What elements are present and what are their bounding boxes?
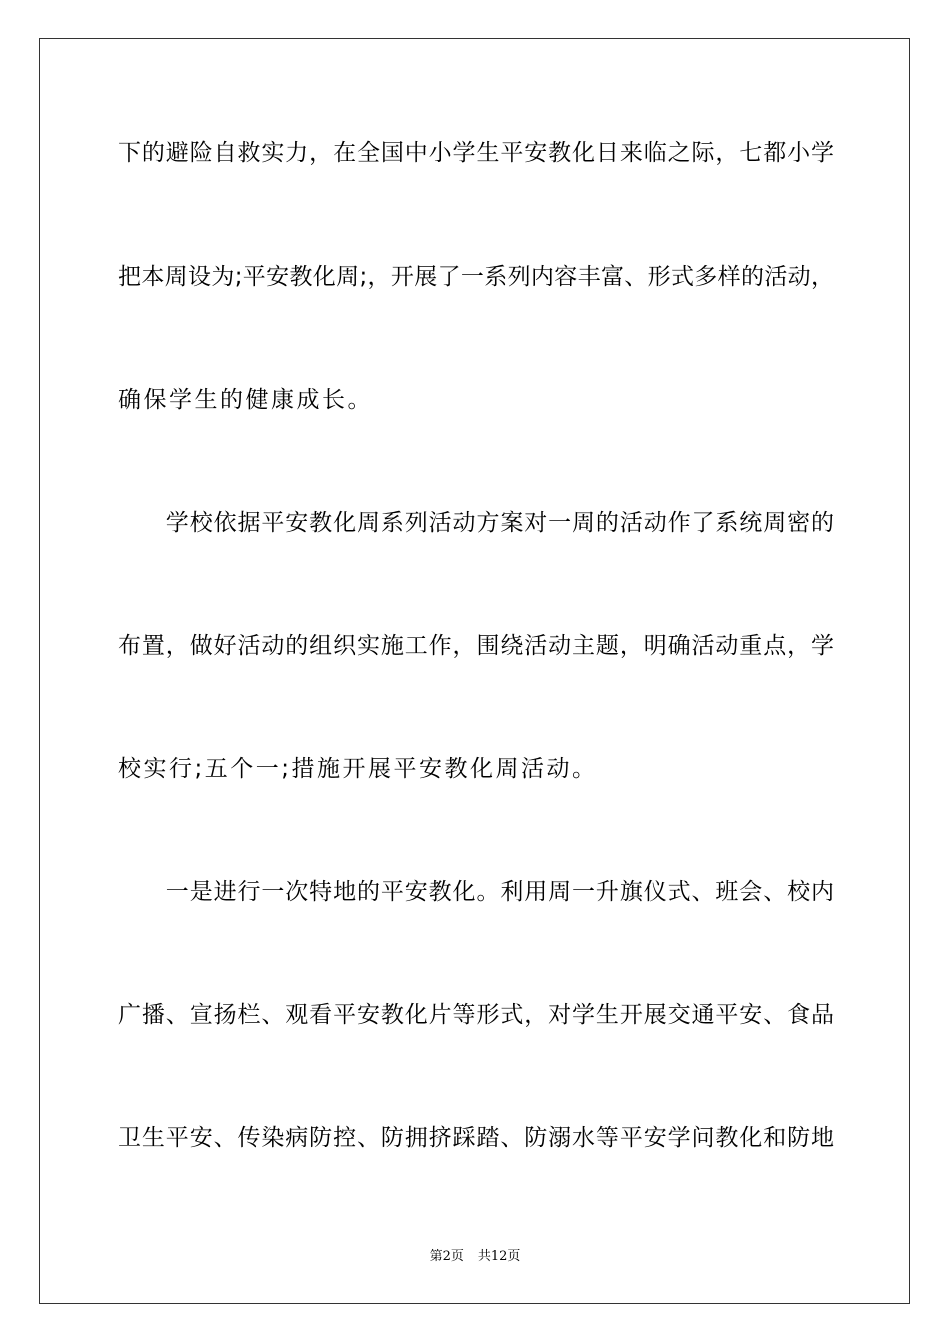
- body-text-line-7: 一是进行一次特地的平安教化。利用周一升旗仪式、班会、校内: [118, 879, 834, 905]
- body-text-line-3: 确保学生的健康成长。: [118, 387, 373, 413]
- body-text-line-4: 学校依据平安教化周系列活动方案对一周的活动作了系统周密的: [118, 510, 834, 536]
- page-footer: [0, 1248, 950, 1266]
- page-total: 共12页: [477, 1249, 521, 1264]
- body-text-line-5: 布置，做好活动的组织实施工作，围绕活动主题，明确活动重点，学: [118, 633, 834, 659]
- page-border: [39, 38, 910, 1304]
- body-text-line-9: 卫生平安、传染病防控、防拥挤踩踏、防溺水等平安学问教化和防地: [118, 1125, 834, 1151]
- page-number: 第2页: [429, 1249, 464, 1264]
- body-text-line-8: 广播、宣扬栏、观看平安教化片等形式，对学生开展交通平安、食品: [118, 1002, 834, 1028]
- body-text-line-6: 校实行;五个一;措施开展平安教化周活动。: [118, 756, 598, 782]
- body-text-line-2: 把本周设为;平安教化周;，开展了一系列内容丰富、形式多样的活动，: [118, 264, 834, 290]
- body-text-line-1: 下的避险自救实力，在全国中小学生平安教化日来临之际，七都小学: [118, 140, 834, 166]
